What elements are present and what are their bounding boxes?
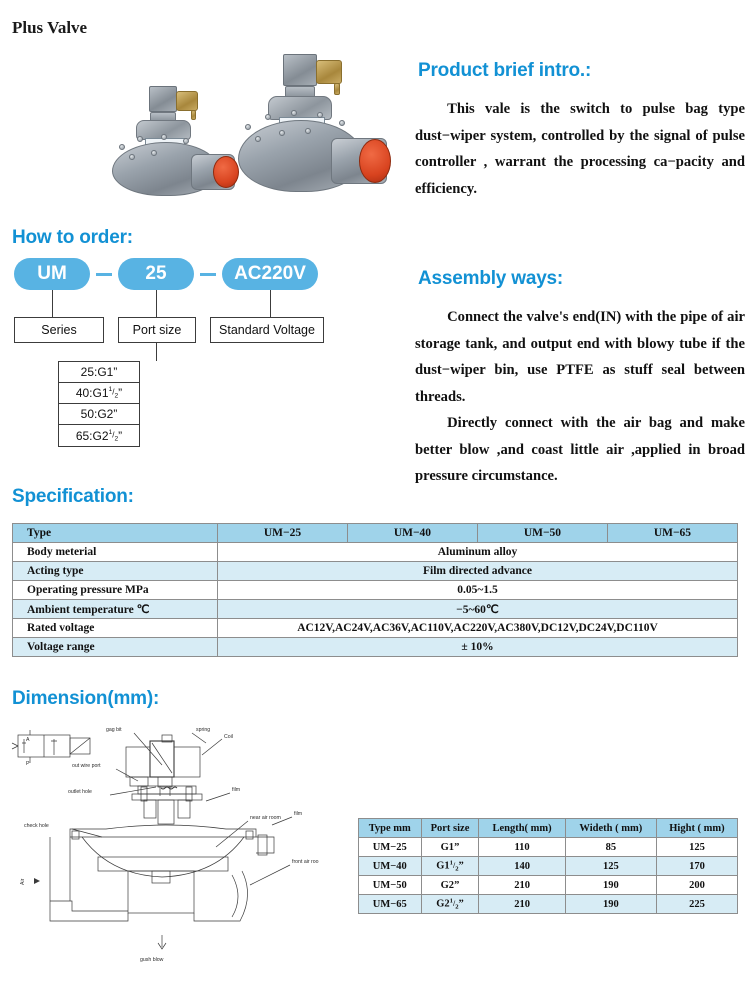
armature-tube bbox=[158, 777, 172, 787]
flange-bolt bbox=[137, 136, 143, 142]
drawing-label-coil: Coil bbox=[224, 734, 233, 740]
outlet-flange-detail bbox=[258, 835, 267, 855]
spec-label: Acting type bbox=[13, 562, 218, 581]
table-row bbox=[13, 581, 738, 600]
spec-value: Film directed advance bbox=[218, 562, 738, 581]
spec-label: Ambient temperature ℃ bbox=[13, 600, 218, 619]
drawing-label-film-top: film bbox=[232, 787, 241, 793]
dim-cell-type: UM−25 bbox=[359, 838, 422, 857]
drawing-label-film-right: film bbox=[294, 811, 303, 817]
schematic-arrow bbox=[51, 739, 57, 755]
port-size-option-list bbox=[58, 361, 140, 447]
table-header-row bbox=[13, 524, 738, 543]
spec-label: Operating pressure MPa bbox=[13, 581, 218, 600]
table-row bbox=[359, 838, 738, 857]
port-size-option[interactable]: 25:G1 ” bbox=[59, 362, 139, 383]
drawing-label-near-air-room: near air room bbox=[250, 815, 281, 821]
dim-cell-port: $G1^1/_2$” bbox=[421, 857, 479, 876]
table-row bbox=[13, 562, 738, 581]
flange-bolt bbox=[245, 124, 251, 130]
dim-cell-port: G1” bbox=[421, 838, 479, 857]
dim-cell-type: UM−65 bbox=[359, 895, 422, 914]
spec-label: Rated voltage bbox=[13, 619, 218, 638]
order-box-voltage: Standard Voltage bbox=[210, 317, 324, 343]
flange-bolt bbox=[291, 110, 297, 116]
assembly-paragraph-1: Connect the valve's end(IN) with the pipe of air storage tank, and output end with blowy tube if the dust−wiper bin, use PTFE as stuff seal between threads. bbox=[415, 309, 745, 405]
product-brief-body bbox=[415, 96, 745, 202]
inner-guide-right bbox=[178, 800, 190, 818]
flange-bolt bbox=[151, 150, 157, 156]
dim-cell-width: 190 bbox=[565, 895, 656, 914]
page-title: Plus Valve bbox=[12, 18, 88, 37]
drawing-label-check-hole: check hole bbox=[24, 823, 49, 829]
flange-bolt bbox=[183, 138, 189, 144]
dim-cell-width: 85 bbox=[565, 838, 656, 857]
spec-header-um-25: UM−25 bbox=[218, 524, 348, 543]
order-pill-series[interactable]: UM bbox=[14, 258, 90, 290]
spec-header-um-40: UM−40 bbox=[347, 524, 477, 543]
flange-bolt-right bbox=[246, 831, 253, 839]
spec-header-um-65: UM−65 bbox=[607, 524, 737, 543]
order-box-port-size: Port size bbox=[118, 317, 196, 343]
dim-cell-height: 200 bbox=[656, 876, 737, 895]
specification-table bbox=[12, 523, 738, 657]
order-code-diagram bbox=[14, 258, 394, 473]
table-row bbox=[359, 857, 738, 876]
upper-body-plate bbox=[132, 794, 202, 800]
dim-cell-height: 225 bbox=[656, 895, 737, 914]
leader-spring bbox=[192, 733, 206, 743]
section-heading-dimension: Dimension(mm): bbox=[12, 688, 160, 709]
dim-cell-width: 125 bbox=[565, 857, 656, 876]
inner-guide-left bbox=[144, 800, 156, 818]
order-separator-dash bbox=[96, 273, 112, 276]
assembly-paragraph-2: Directly connect with the air bag and make better blow ,and coast little air ,applied in broad pressure circumstance. bbox=[415, 415, 745, 485]
section-heading-specification: Specification: bbox=[12, 486, 134, 507]
flange-bolt bbox=[265, 114, 271, 120]
coil-center-block bbox=[150, 741, 174, 777]
flange-bolt bbox=[279, 130, 285, 136]
dim-cell-width: 190 bbox=[565, 876, 656, 895]
schematic-port-label-a: A bbox=[26, 737, 30, 743]
spec-label: Voltage range bbox=[13, 638, 218, 657]
dim-cell-length: 140 bbox=[479, 857, 565, 876]
valve-section-svg bbox=[10, 725, 350, 975]
dim-cell-type: UM−50 bbox=[359, 876, 422, 895]
dim-header-width: Wideth ( mm) bbox=[565, 819, 656, 838]
dim-cell-height: 170 bbox=[656, 857, 737, 876]
spec-header-um-50: UM−50 bbox=[477, 524, 607, 543]
order-pill-voltage[interactable]: AC220V bbox=[222, 258, 318, 290]
dimension-cross-section-drawing bbox=[10, 725, 350, 975]
air-inlet-arrow bbox=[34, 878, 40, 884]
port-size-option[interactable]: 40:G1 $^1/_2$ ” bbox=[59, 383, 139, 404]
diaphragm-plate bbox=[98, 857, 228, 871]
dim-cell-length: 210 bbox=[479, 876, 565, 895]
spec-value: AC12V,AC24V,AC36V,AC110V,AC220V,AC380V,DC12V,DC24V,DC110V bbox=[218, 619, 738, 638]
dim-cell-port: $G2^1/_2$” bbox=[421, 895, 479, 914]
dim-cell-length: 110 bbox=[479, 838, 565, 857]
connector-pin bbox=[334, 83, 340, 95]
dimension-table bbox=[358, 818, 738, 914]
leader-out-wire-port bbox=[116, 769, 138, 781]
connector-line bbox=[156, 290, 157, 317]
section-heading-assembly: Assembly ways: bbox=[418, 268, 564, 289]
flange-bolt bbox=[161, 134, 167, 140]
spec-value: ± 10% bbox=[218, 638, 738, 657]
product-photo bbox=[95, 48, 390, 203]
connector-line bbox=[270, 290, 271, 317]
solenoid-housing bbox=[283, 54, 317, 86]
electrical-connector bbox=[316, 60, 342, 84]
solenoid-housing bbox=[149, 86, 177, 112]
section-heading-how-to-order: How to order: bbox=[12, 227, 133, 248]
leader-film-top bbox=[206, 793, 230, 801]
order-separator-dash bbox=[200, 273, 216, 276]
assembly-body bbox=[415, 304, 745, 490]
dim-cell-type: UM−40 bbox=[359, 857, 422, 876]
spec-value: Aluminum alloy bbox=[218, 543, 738, 562]
flange-bolt bbox=[255, 136, 261, 142]
gush-blow-arrow bbox=[158, 935, 166, 949]
coil-left-block bbox=[126, 747, 150, 777]
body-upper-contour bbox=[70, 825, 256, 837]
table-row bbox=[13, 619, 738, 638]
drawing-label-spring: spring bbox=[196, 727, 211, 733]
outlet-port-seal bbox=[359, 139, 391, 183]
leader-gag-bit bbox=[134, 733, 162, 765]
valve-small bbox=[105, 86, 245, 201]
drawing-label-air: Air bbox=[20, 878, 26, 885]
outlet-inner-curve bbox=[232, 875, 238, 917]
leader-front-air-room bbox=[250, 865, 290, 885]
spec-label: Body meterial bbox=[13, 543, 218, 562]
table-row bbox=[13, 543, 738, 562]
dim-cell-height: 125 bbox=[656, 838, 737, 857]
coil-right-block bbox=[174, 747, 200, 777]
flange-bolt bbox=[129, 154, 135, 160]
connector-line bbox=[52, 290, 53, 317]
flange-bolt-left bbox=[72, 831, 79, 839]
connector-line bbox=[156, 343, 157, 361]
drawing-label-front-air-room: front air roo bbox=[292, 859, 319, 865]
order-pill-port-size[interactable]: 25 bbox=[118, 258, 194, 290]
inlet-inner-line bbox=[50, 901, 128, 911]
spec-header-type: Type bbox=[13, 524, 218, 543]
table-row bbox=[359, 876, 738, 895]
leader-near-air-room bbox=[216, 821, 248, 847]
schematic-port-label-p: P bbox=[26, 761, 30, 767]
flange-bolt bbox=[305, 128, 311, 134]
section-heading-product-brief: Product brief intro.: bbox=[418, 60, 592, 81]
dim-header-port: Port size bbox=[421, 819, 479, 838]
port-size-option[interactable]: 65:G2 $^1/_2$ ” bbox=[75, 428, 123, 443]
product-brief-paragraph: This vale is the switch to pulse bag type dust−wiper system, controlled by the signal of pulse controller , warrant the processing ca−pacity and efficiency. bbox=[415, 101, 745, 197]
dim-header-height: Hight ( mm) bbox=[656, 819, 737, 838]
electrical-connector bbox=[176, 91, 198, 111]
drawing-label-gush-blow: gush blow bbox=[140, 957, 164, 963]
spec-value: 0.05~1.5 bbox=[218, 581, 738, 600]
outlet-lower-contour bbox=[194, 871, 248, 921]
drawing-label-gag-bit: gag bit bbox=[106, 727, 122, 733]
dim-header-type: Type mm bbox=[359, 819, 422, 838]
center-piston bbox=[158, 800, 174, 824]
drawing-label-out-wire-port: out wire port bbox=[72, 763, 101, 769]
leader-check-hole bbox=[72, 829, 102, 837]
table-row bbox=[13, 600, 738, 619]
table-row bbox=[13, 638, 738, 657]
dim-cell-port: G2” bbox=[421, 876, 479, 895]
dim-cell-length: 210 bbox=[479, 895, 565, 914]
flange-bolt bbox=[339, 120, 345, 126]
outlet-pipe-outline bbox=[256, 837, 274, 853]
table-row bbox=[359, 895, 738, 914]
dim-header-length: Length( mm) bbox=[479, 819, 565, 838]
valve-large bbox=[235, 54, 395, 202]
connector-pin bbox=[191, 110, 196, 120]
flange-bolt bbox=[317, 112, 323, 118]
schematic-spring-symbol bbox=[12, 743, 18, 749]
flange-bolt bbox=[119, 144, 125, 150]
spec-value: −5~60℃ bbox=[218, 600, 738, 619]
port-size-option[interactable]: 50:G2 ” bbox=[59, 404, 139, 425]
table-header-row bbox=[359, 819, 738, 838]
drawing-label-outlet-hole: outlet hole bbox=[68, 789, 92, 795]
inlet-pipe-outline bbox=[50, 837, 128, 921]
order-box-series: Series bbox=[14, 317, 104, 343]
leader-coil bbox=[202, 739, 222, 755]
